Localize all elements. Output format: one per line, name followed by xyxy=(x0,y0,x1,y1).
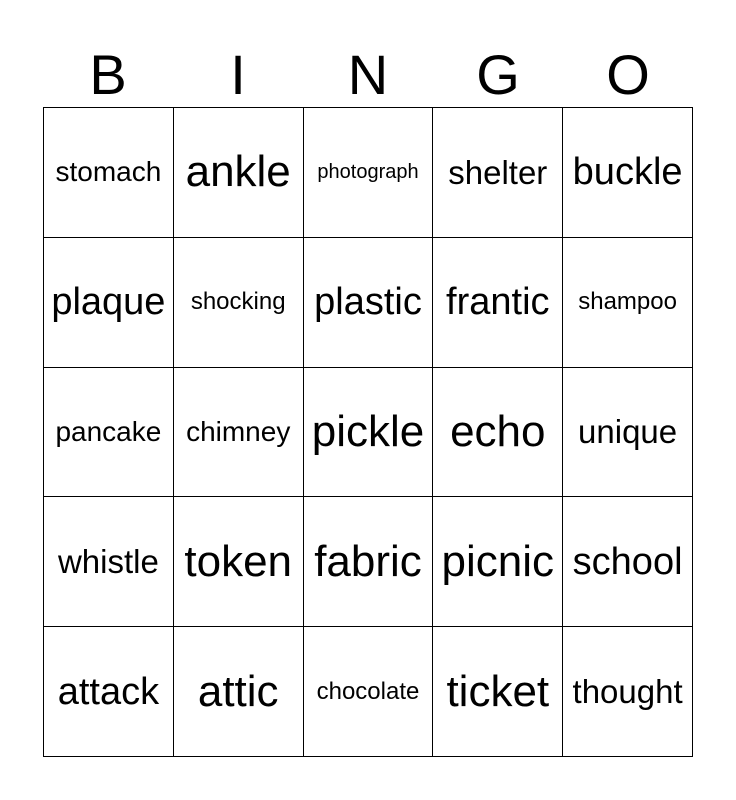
header-letter-i: I xyxy=(230,43,246,106)
cell-word: pancake xyxy=(55,415,162,447)
cell-word: attack xyxy=(57,670,160,713)
bingo-cell xyxy=(174,497,304,627)
bingo-cell xyxy=(174,238,304,368)
bingo-cell xyxy=(304,108,434,238)
cell-word: thought xyxy=(572,673,683,711)
bingo-cell xyxy=(563,627,693,757)
cell-word: school xyxy=(572,540,683,583)
bingo-cell xyxy=(304,497,434,627)
bingo-cell xyxy=(563,108,693,238)
bingo-cell xyxy=(304,627,434,757)
bingo-cell xyxy=(433,627,563,757)
cell-word: plastic xyxy=(314,281,422,324)
bingo-card xyxy=(43,107,693,757)
cell-word: pickle xyxy=(311,406,425,456)
header-letter-b: B xyxy=(89,43,127,106)
cell-word: shampoo xyxy=(578,288,677,316)
header-letter-o: O xyxy=(606,43,650,106)
bingo-cell xyxy=(304,368,434,498)
cell-word: plaque xyxy=(51,281,166,324)
cell-word: stomach xyxy=(55,156,162,188)
cell-word: ticket xyxy=(446,666,550,716)
bingo-cell xyxy=(44,497,174,627)
bingo-cell xyxy=(563,497,693,627)
cell-word: attic xyxy=(197,666,279,716)
bingo-cell xyxy=(563,238,693,368)
bingo-cell xyxy=(433,368,563,498)
bingo-cell xyxy=(304,238,434,368)
cell-word: token xyxy=(184,536,293,586)
bingo-cell xyxy=(174,108,304,238)
cell-word: ankle xyxy=(185,147,291,197)
bingo-cell xyxy=(44,238,174,368)
cell-word: shelter xyxy=(448,153,548,191)
bingo-cell xyxy=(433,497,563,627)
cell-word: fabric xyxy=(314,536,422,586)
bingo-cell xyxy=(433,238,563,368)
bingo-cell xyxy=(433,108,563,238)
bingo-cell xyxy=(174,368,304,498)
bingo-cell xyxy=(44,627,174,757)
bingo-cell xyxy=(563,368,693,498)
bingo-cell xyxy=(174,627,304,757)
cell-word: chocolate xyxy=(316,677,420,705)
bingo-header xyxy=(43,44,693,106)
cell-word: photograph xyxy=(317,161,419,184)
header-letter-g: G xyxy=(476,43,520,106)
cell-word: buckle xyxy=(572,151,683,194)
cell-word: whistle xyxy=(57,543,159,581)
cell-word: shocking xyxy=(190,288,286,316)
cell-word: frantic xyxy=(446,281,550,324)
bingo-cell xyxy=(44,368,174,498)
cell-word: picnic xyxy=(441,536,555,586)
cell-word: echo xyxy=(450,406,546,456)
cell-word: unique xyxy=(578,413,678,451)
header-letter-n: N xyxy=(347,43,389,106)
cell-word: chimney xyxy=(186,415,291,447)
bingo-cell xyxy=(44,108,174,238)
